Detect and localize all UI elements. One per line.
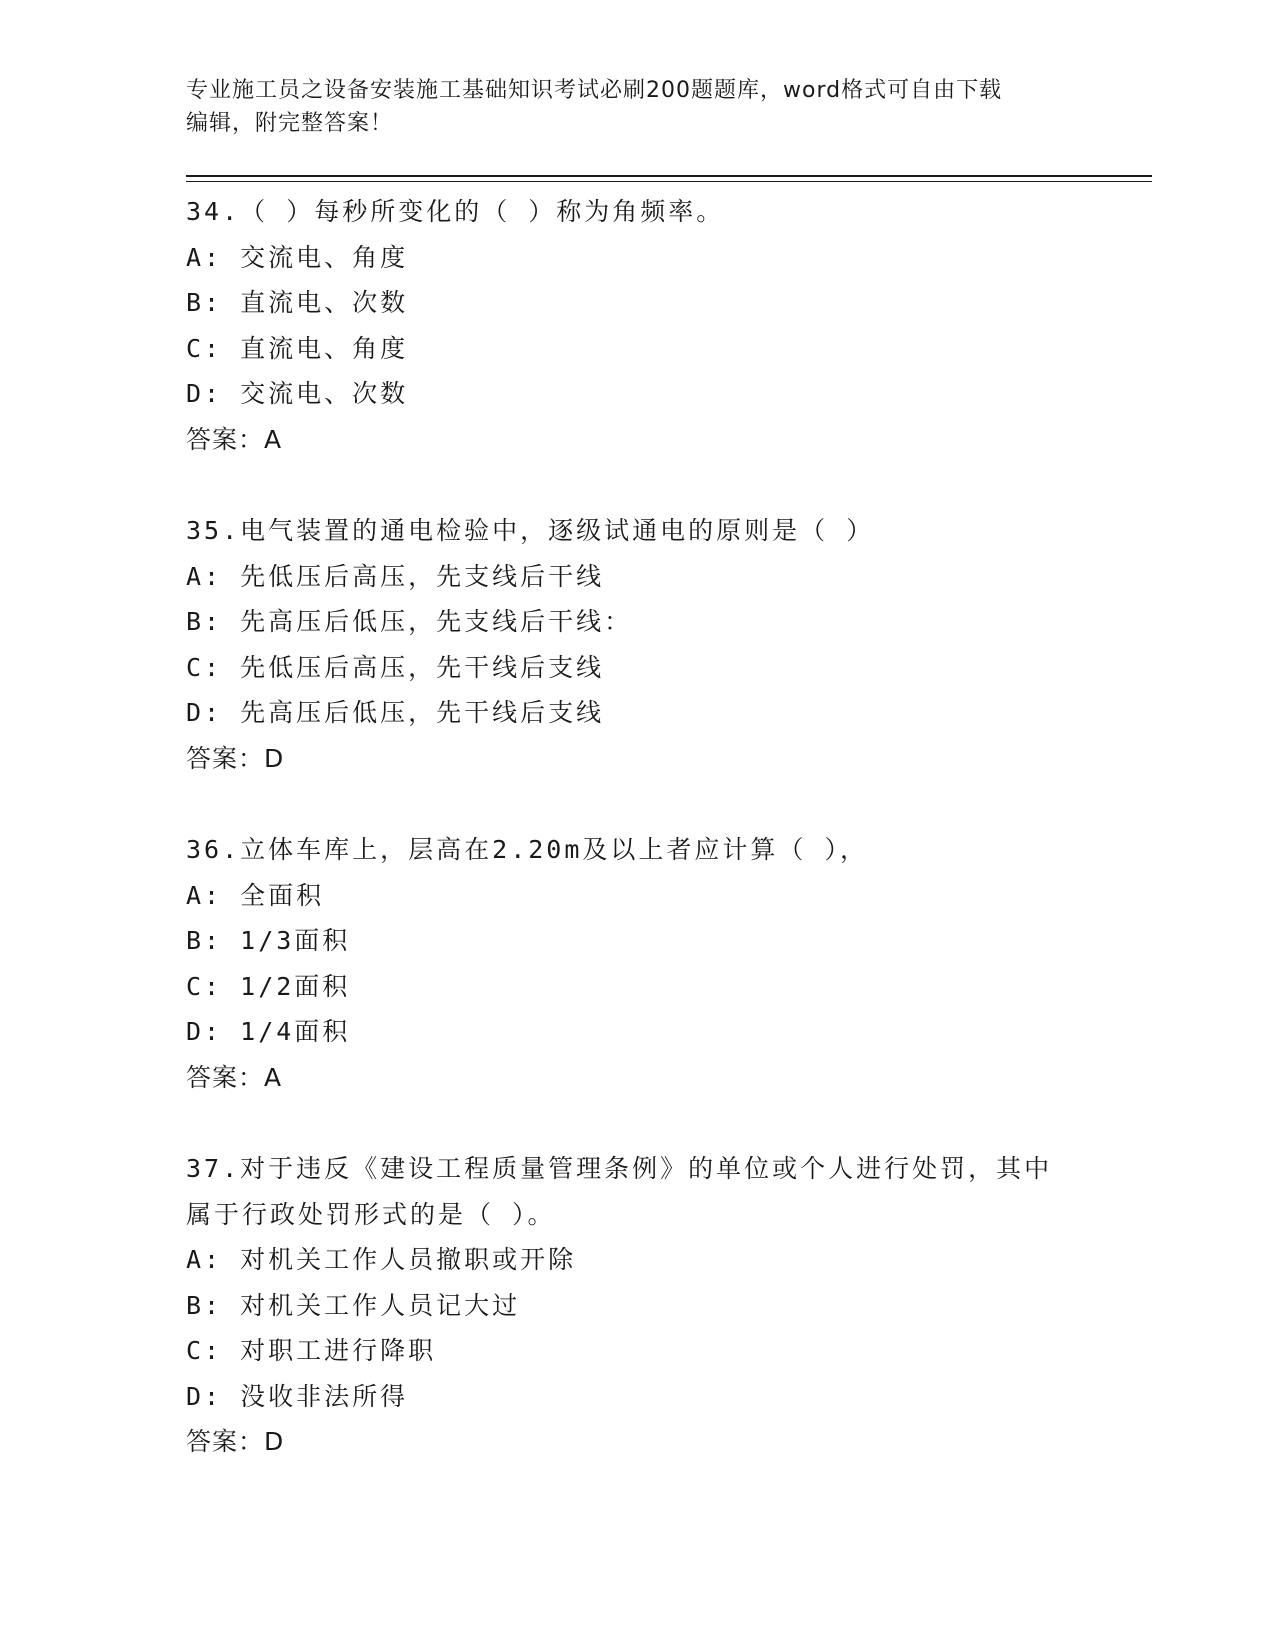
option-a: A: 先低压后高压，先支线后干线: [186, 561, 605, 591]
option-a: A: 对机关工作人员撤职或开除: [186, 1245, 577, 1274]
question-36: [186, 827, 1126, 1100]
option-b: B: 先高压后低压，先支线后干线：: [186, 607, 633, 636]
option-b: B: 1/3面积: [186, 926, 351, 955]
option-c: C: 先低压后高压，先干线后支线: [186, 652, 605, 682]
option-d: D: 先高压后低压，先干线后支线: [186, 698, 605, 727]
question-stem: 35.电气装置的通电检验中，逐级试通电的原则是（ ）: [186, 516, 875, 545]
question-35: [186, 508, 1126, 781]
answer: 答案：A: [186, 424, 283, 454]
option-a: A: 交流电、角度: [186, 242, 409, 272]
answer: 答案：D: [186, 1427, 285, 1456]
option-c: C: 对职工进行降职: [186, 1336, 437, 1365]
header-divider-thick: [186, 175, 1152, 177]
option-c: C: 直流电、角度: [186, 333, 409, 363]
option-d: D: 交流电、次数: [186, 379, 409, 408]
option-b: B: 对机关工作人员记大过: [186, 1290, 521, 1320]
option-d: D: 没收非法所得: [186, 1381, 409, 1411]
answer: 答案：A: [186, 1062, 283, 1092]
header-divider-thin: [186, 181, 1152, 182]
question-34: [186, 189, 1126, 462]
option-c: C: 1/2面积: [186, 971, 351, 1001]
question-37: [186, 1146, 1126, 1465]
question-stem-line-2: 属于行政处罚形式的是（ ）。: [186, 1199, 556, 1229]
question-stem: 34.（ ）每秒所变化的（ ）称为角频率。: [186, 197, 725, 226]
question-stem-line-1: 37.对于违反《建设工程质量管理条例》的单位或个人进行处罚，其中: [186, 1154, 1053, 1183]
question-stem: 36.立体车库上，层高在2.20m及以上者应计算（ ），: [186, 835, 868, 864]
option-a: A: 全面积: [186, 880, 325, 910]
header-line-1: 专业施工员之设备安装施工基础知识考试必刷200题题库，word格式可自由下载: [186, 78, 1003, 103]
header-line-2: 编辑，附完整答案！: [186, 111, 394, 136]
document-header: [186, 74, 1066, 140]
option-d: D: 1/4面积: [186, 1017, 351, 1046]
option-b: B: 直流电、次数: [186, 288, 409, 317]
answer: 答案：D: [186, 743, 285, 773]
